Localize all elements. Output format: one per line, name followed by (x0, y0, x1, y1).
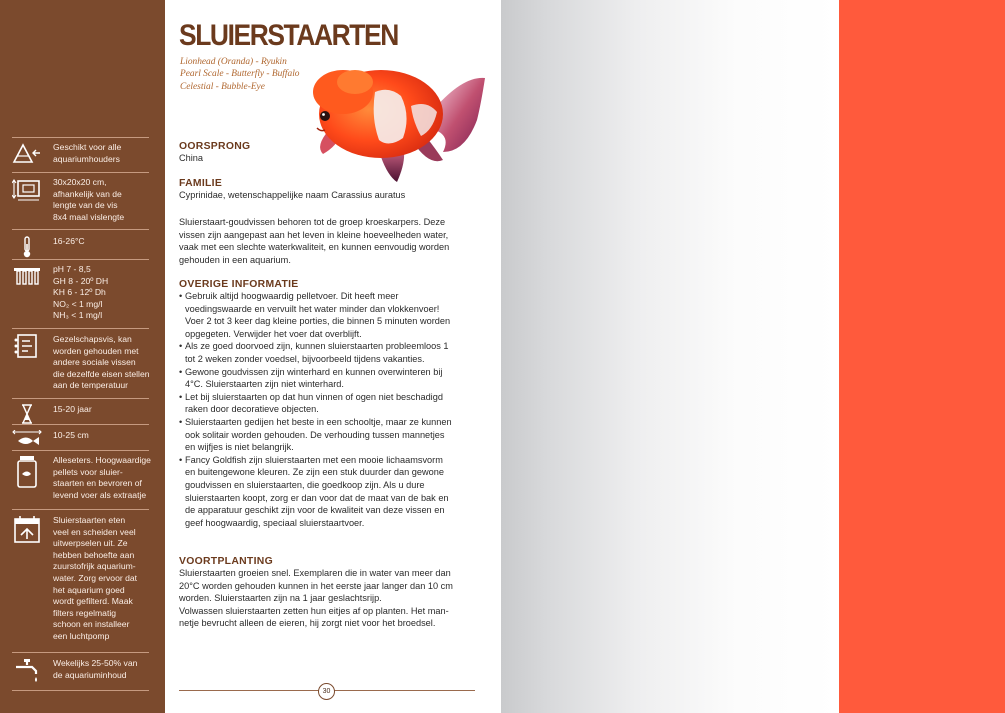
page-gutter (501, 0, 839, 713)
sidebar-divider (12, 259, 149, 260)
sidebar-divider (12, 229, 149, 230)
page-number: 30 (318, 683, 335, 700)
page-title: SLUIERSTAARTEN (179, 19, 398, 52)
sidebar-divider (12, 424, 149, 425)
breeding-heading: VOORTPLANTING (179, 556, 273, 567)
sidebar-divider (12, 690, 149, 691)
water-tap-icon (12, 658, 42, 682)
list-item: • Gewone goudvissen zijn winterhard en kunnen overwinteren bij 4°C. Sluierstaarten zijn niet winterhard. (179, 366, 479, 391)
sidebar-divider (12, 137, 149, 138)
sidebar-item-suitability: Geschikt voor alle aquariumhouders (12, 142, 149, 166)
next-page-edge (839, 0, 1005, 713)
info-list (179, 290, 479, 529)
sidebar-item-tank-size: 30x20x20 cm, afhankelijk van de lengte van de vis 8x4 maal vislengte (12, 177, 149, 223)
sidebar-divider (12, 172, 149, 173)
family-text: Cyprinidae, wetenschappelijke naam Carassius auratus (179, 190, 406, 200)
family-heading: FAMILIE (179, 178, 223, 189)
info-sidebar (0, 0, 165, 713)
breeding-text: Sluierstaarten groeien snel. Exemplaren die in water van meer dan 20°C worden gehouden kunnen in het eerste jaar langer dan 10 cm worden. Sluierstaarten zijn na 1 jaar geslachtsrijp. Volwassen sluierstaarten zetten hun eitjes af op planten. Het man- netje bevrucht alleen de eieren, hij zorgt niet voor het broedsel. (179, 568, 453, 629)
sidebar-item-water-change: Wekelijks 25-50% van de aquariuminhoud (12, 658, 149, 682)
intro-paragraph: Sluierstaart-goudvissen behoren tot de groep kroeskarpers. Deze vissen zijn aangepast aan het leven in kleine hoeveelheden water, vaak met een slechte waterkwaliteit, en kunnen eenvoudig worden gehouden in een aquarium. (179, 217, 450, 265)
list-item: • Let bij sluierstaarten op dat hun vinnen of ogen niet beschadigd raken door decoratieve objecten. (179, 391, 479, 416)
sidebar-item-water-values: pH 7 - 8,5 GH 8 - 20º DH KH 6 - 12º Dh NO₂ < 1 mg/l NH₃ < 1 mg/l (12, 264, 149, 322)
breeding-section (179, 556, 479, 630)
sidebar-item-lifespan: 15-20 jaar (12, 404, 149, 428)
tank-size-icon (12, 177, 42, 201)
goldfish-illustration (285, 56, 493, 188)
aquarium-suitable-icon (12, 142, 42, 166)
family-section (179, 178, 479, 202)
sidebar-divider (12, 398, 149, 399)
water-test-tubes-icon (12, 264, 42, 288)
fish-profile-page (165, 0, 501, 713)
variety-line: Lionhead (Oranda) - Ryukin (180, 57, 287, 67)
filter-calendar-icon (12, 515, 42, 539)
origin-text: China (179, 153, 204, 163)
variety-list (180, 56, 300, 93)
list-item: • Als ze goed doorvoed zijn, kunnen sluierstaarten probleemloos 1 tot 2 weken zonder voedsel, bijvoorbeeld tijdens vakanties. (179, 340, 479, 365)
variety-line: Celestial - Bubble-Eye (180, 81, 265, 92)
origin-section (179, 141, 479, 165)
sidebar-item-filtration: Sluierstaarten eten veel en scheiden veel uitwerpselen uit. Ze hebben behoefte aan zuurstofrijk aquarium- water. Zorg ervoor dat het aquarium goed wordt gefilterd. Maak filters regelmatig schoon en installeer een luchtpomp (12, 515, 149, 643)
social-fish-icon (12, 334, 42, 358)
info-heading: OVERIGE INFORMATIE (179, 279, 299, 290)
sidebar-item-food: Alleseters. Hoogwaardige pellets voor sluier- staarten en bevroren of levend voer als extraatje (12, 455, 149, 501)
sidebar-divider (12, 652, 149, 653)
sidebar-item-temperature: 16-26°C (12, 236, 149, 260)
list-item: • Sluierstaarten gedijen het beste in een schooltje, maar ze kunnen ook solitair worden gehouden. De verhouding tussen mannetjes en wijfjes is niet belangrijk. (179, 416, 479, 454)
sidebar-divider (12, 509, 149, 510)
sidebar-item-social: Gezelschapsvis, kan worden gehouden met andere sociale vissen die dezelfde eisen stellen aan de temperatuur (12, 334, 149, 392)
sidebar-divider (12, 328, 149, 329)
list-item: • Gebruik altijd hoogwaardig pelletvoer. Dit heeft meer voedingswaarde en vervuilt het water minder dan vlokkenvoer! Voer 2 tot 3 keer dag kleine porties, die binnen 5 minuten worden opgegeten. Verwijder het voer dat overblijft. (179, 290, 479, 340)
variety-line: Pearl Scale - Butterfly - Buffalo (180, 69, 300, 80)
sidebar-divider (12, 450, 149, 451)
origin-heading: OORSPRONG (179, 141, 251, 152)
info-section (179, 279, 479, 529)
sidebar-item-length: 10-25 cm (12, 430, 149, 454)
food-jar-icon (12, 455, 42, 479)
list-item: • Fancy Goldfish zijn sluierstaarten met een mooie lichaamsvorm en buitengewone kleuren. Ze zijn een stuk duurder dan gewone goudvissen en sluierstaarten, die goedkoop zijn. Als u dure sluierstaarten koopt, zorg er dan voor dat de maat van de bak en de apparatuur geschikt zijn voor de kwaliteit van deze vissen en geef hoogwaardig, speciaal sluierstaartvoer. (179, 454, 479, 530)
thermometer-icon (12, 236, 42, 260)
